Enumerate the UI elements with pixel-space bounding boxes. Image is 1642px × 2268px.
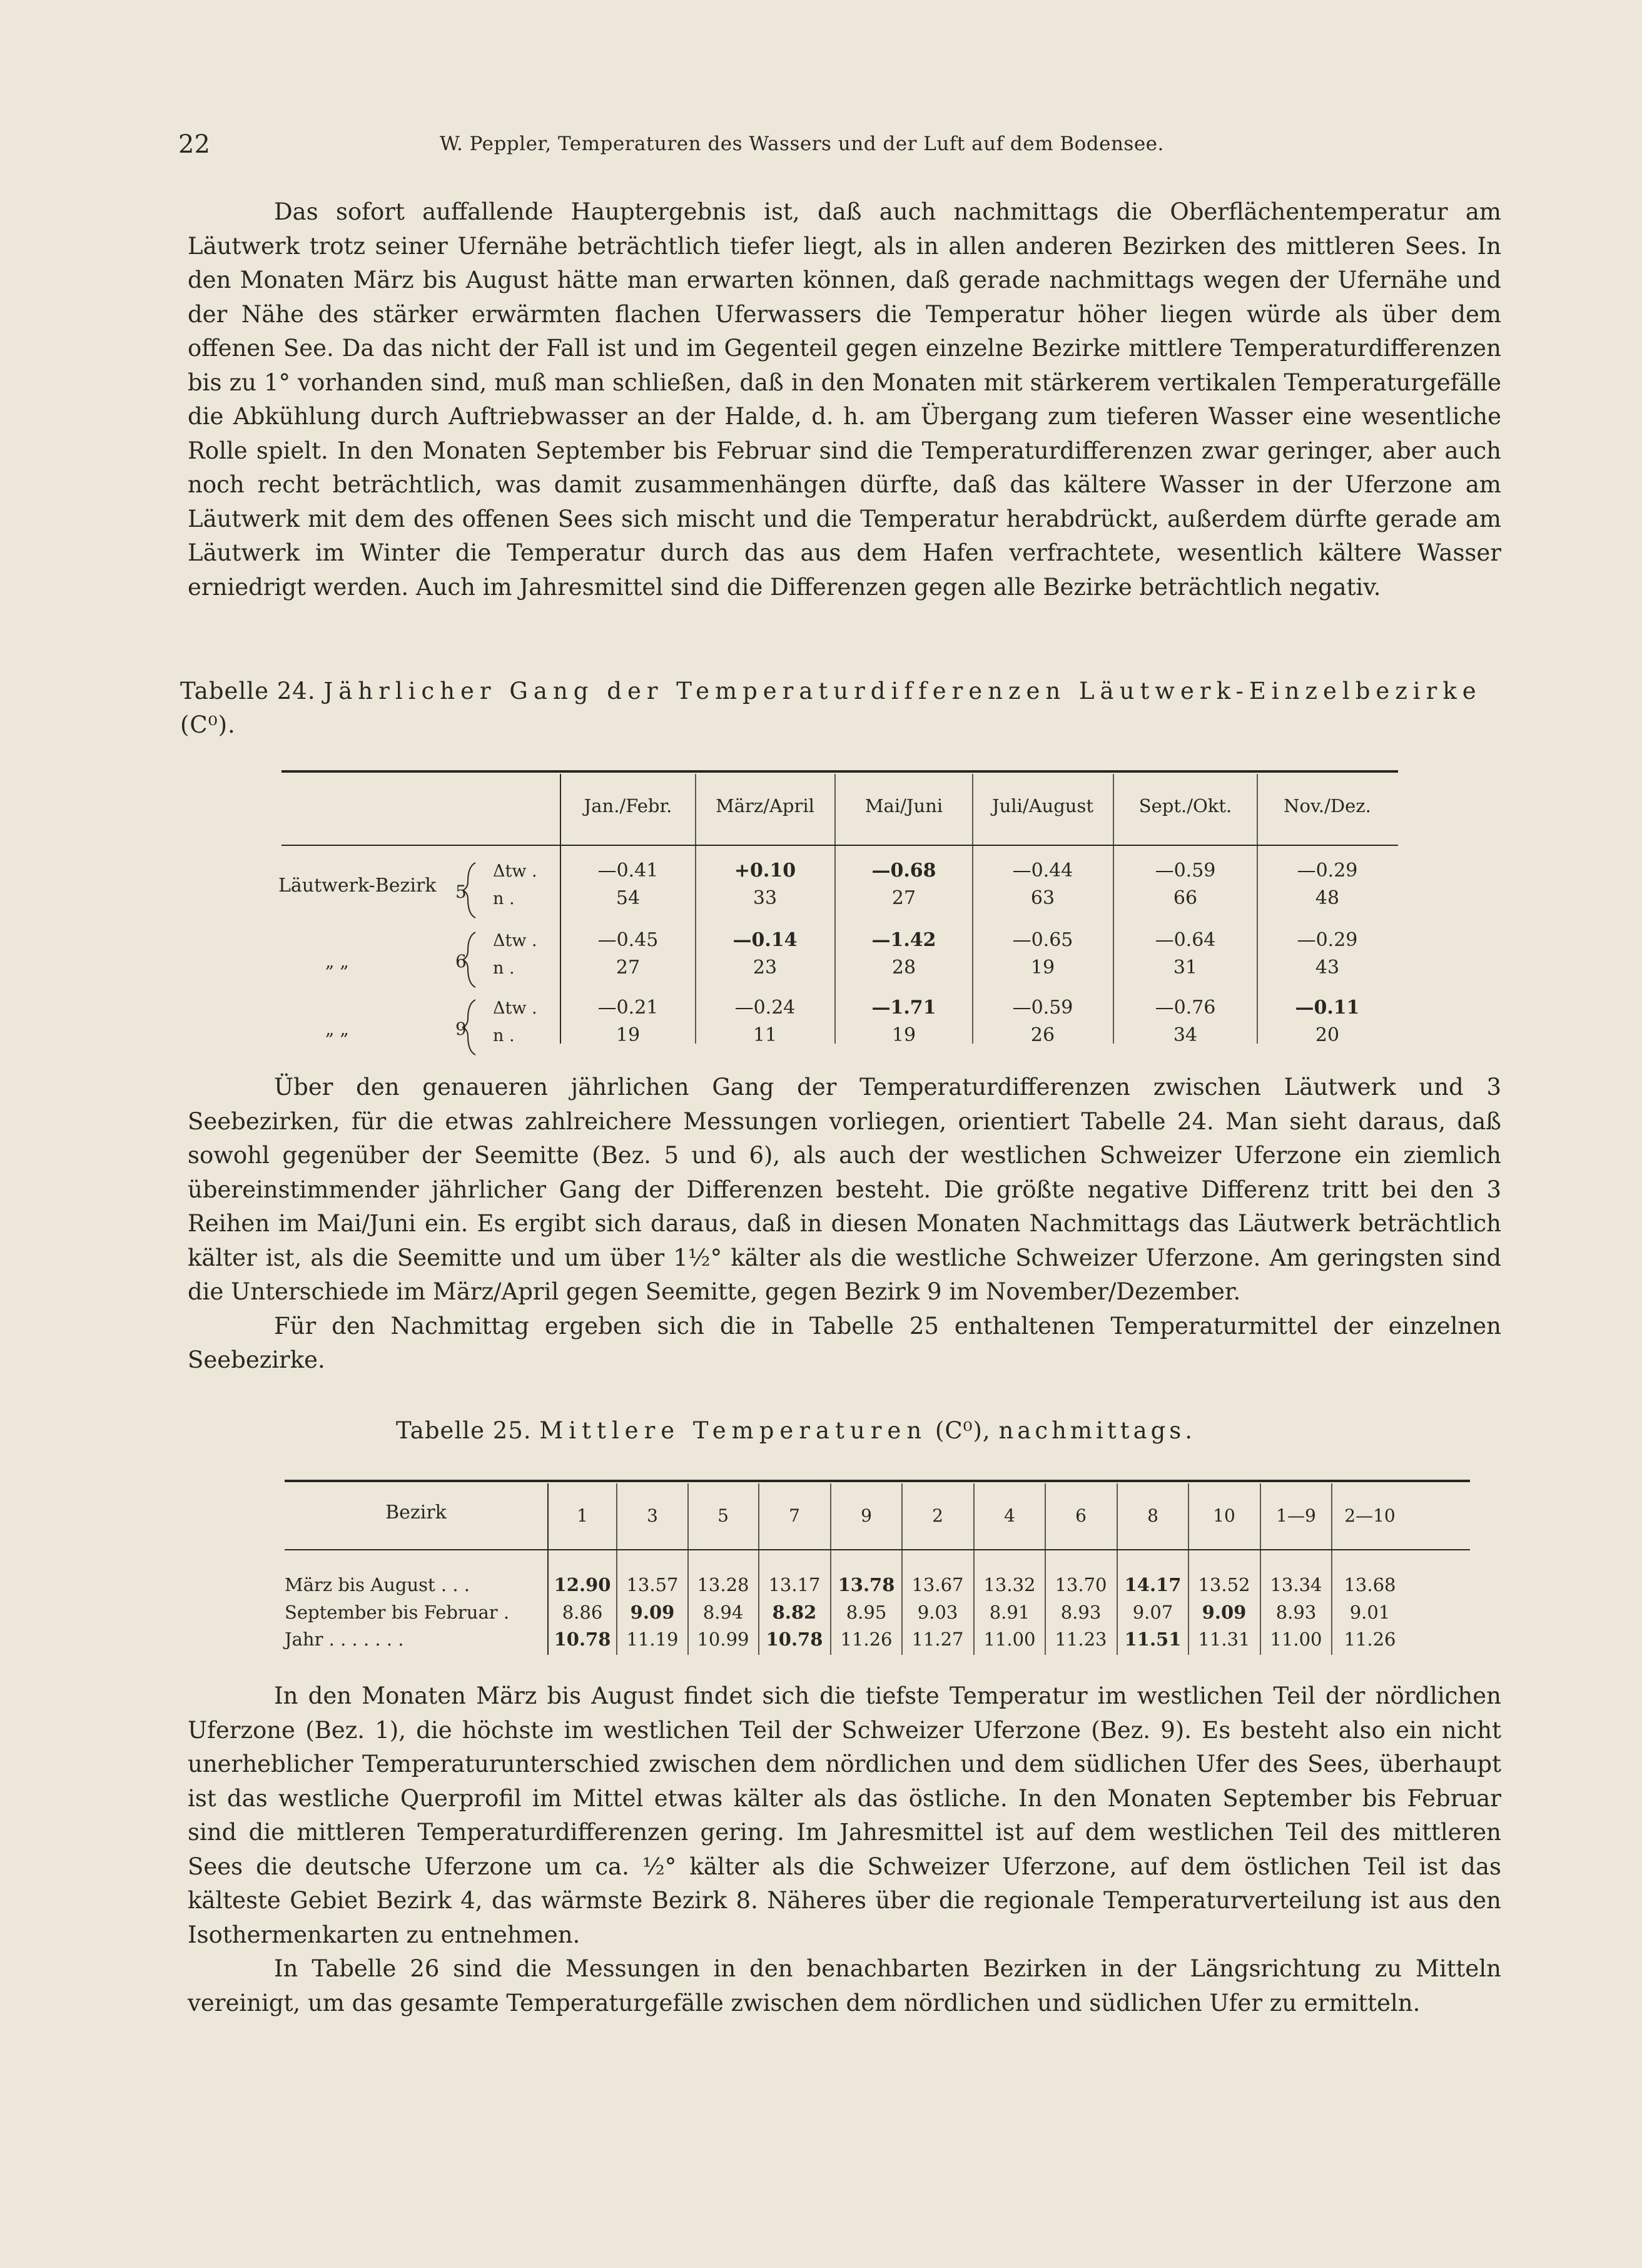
t24-diff-value: —0.41 xyxy=(597,860,659,882)
t24-n-value: 27 xyxy=(891,887,916,909)
table-25-note: nachmittags. xyxy=(998,1417,1197,1444)
t25-cell-value: 13.32 xyxy=(983,1574,1036,1595)
t25-cell-value: 13.28 xyxy=(697,1574,749,1595)
t25-cell-value: 13.34 xyxy=(1270,1574,1322,1595)
t24-row-label: „ „ xyxy=(325,951,349,972)
t25-cell-value: 13.67 xyxy=(911,1574,964,1595)
t25-cell-value: 9.01 xyxy=(1349,1602,1391,1623)
t24-n-value: 23 xyxy=(753,957,778,979)
t25-col-header: 1 xyxy=(577,1505,588,1526)
t25-cell-value: 11.00 xyxy=(1270,1629,1322,1650)
t24-diff-label: Δtw . xyxy=(493,931,537,950)
t24-diff-value: —0.11 xyxy=(1295,997,1360,1019)
t24-n-value: 43 xyxy=(1315,957,1340,979)
t25-cell-value: 9.09 xyxy=(1202,1602,1247,1623)
t24-n-value: 28 xyxy=(891,957,916,979)
t24-n-value: 63 xyxy=(1030,887,1055,909)
t24-n-value: 66 xyxy=(1173,887,1198,909)
table-24-title: Jährlicher Gang der Temperaturdifferenzen Läutwerk-Einzelbezirke xyxy=(323,678,1482,704)
t25-cell-value: 11.26 xyxy=(1344,1629,1396,1650)
t25-col-header: 2—10 xyxy=(1344,1505,1396,1526)
t25-cell-value: 9.09 xyxy=(630,1602,675,1623)
t25-header-label: Bezirk xyxy=(385,1502,447,1523)
t24-n-value: 11 xyxy=(753,1024,778,1046)
t25-cell-value: 13.52 xyxy=(1198,1574,1250,1595)
t25-col-header: 6 xyxy=(1075,1505,1087,1526)
t25-cell-value: 10.99 xyxy=(697,1629,749,1650)
t24-bezirk-number: 9 xyxy=(455,1019,467,1039)
t24-n-value: 33 xyxy=(753,887,778,909)
t25-cell-value: 11.19 xyxy=(626,1629,679,1650)
t24-row-label: Läutwerk-Bezirk xyxy=(278,875,437,897)
t24-diff-label: Δtw . xyxy=(493,862,537,881)
t25-cell-value: 11.26 xyxy=(840,1629,893,1650)
t25-col-header: 3 xyxy=(647,1505,658,1526)
t24-diff-value: —0.29 xyxy=(1297,860,1358,882)
t25-cell-value: 13.68 xyxy=(1344,1574,1396,1595)
t24-n-value: 27 xyxy=(616,957,641,979)
t25-cell-value: 8.93 xyxy=(1275,1602,1317,1623)
t25-col-header: 2 xyxy=(932,1505,943,1526)
t24-col-header: Sept./Okt. xyxy=(1138,795,1232,816)
t24-n-value: 19 xyxy=(891,1024,916,1046)
t25-row-label: Jahr . . . . . . . xyxy=(285,1629,404,1650)
t24-bezirk-number: 5 xyxy=(455,882,467,902)
t24-row-label: „ „ xyxy=(325,1019,349,1039)
t25-col-header: 7 xyxy=(789,1505,800,1526)
table-25-unit: (C⁰), xyxy=(935,1417,991,1444)
t24-diff-value: —1.71 xyxy=(871,997,936,1019)
t24-col-header: Mai/Juni xyxy=(864,795,943,816)
t25-cell-value: 8.86 xyxy=(562,1602,603,1623)
t25-cell-value: 8.94 xyxy=(702,1602,744,1623)
t24-n-value: 54 xyxy=(616,887,641,909)
t24-n-value: 19 xyxy=(616,1024,641,1046)
t24-diff-value: —0.45 xyxy=(597,929,659,951)
t25-cell-value: 13.70 xyxy=(1055,1574,1107,1595)
t25-cell-value: 12.90 xyxy=(554,1574,611,1595)
t24-n-value: 26 xyxy=(1030,1024,1055,1046)
paragraph-5: In Tabelle 26 sind die Messungen in den benachbarten Bezirken in der Längsrichtung zu Mitteln vereinigt, um das gesamte Temperaturgefälle zwischen dem nördlichen und südlichen Ufer zu ermitteln. xyxy=(188,1955,1501,2016)
t25-cell-value: 14.17 xyxy=(1124,1574,1182,1595)
running-head: W. Peppler, Temperaturen des Wassers und der Luft auf dem Bodensee. xyxy=(440,133,1164,155)
t25-cell-value: 13.78 xyxy=(838,1574,895,1595)
t24-diff-value: —0.29 xyxy=(1297,929,1358,951)
t25-cell-value: 11.27 xyxy=(911,1629,964,1650)
t25-cell-value: 11.00 xyxy=(983,1629,1036,1650)
t25-cell-value: 8.95 xyxy=(846,1602,887,1623)
t25-cell-value: 10.78 xyxy=(554,1629,611,1650)
t24-n-label: n . xyxy=(493,959,515,978)
table-24-unit: (C⁰). xyxy=(180,711,236,738)
t25-col-header: 4 xyxy=(1004,1505,1015,1526)
t24-diff-value: —0.24 xyxy=(734,997,796,1019)
t24-n-label: n . xyxy=(493,889,515,908)
t25-cell-value: 9.07 xyxy=(1132,1602,1173,1623)
t24-diff-value: —0.64 xyxy=(1155,929,1216,951)
t25-cell-value: 9.03 xyxy=(917,1602,958,1623)
t25-cell-value: 11.31 xyxy=(1198,1629,1250,1650)
t24-diff-value: —0.44 xyxy=(1012,860,1073,882)
t24-col-header: Juli/August xyxy=(991,795,1094,816)
table-25-title: Mittlere Temperaturen xyxy=(539,1417,928,1444)
t25-row-label: September bis Februar . xyxy=(285,1602,510,1623)
paragraph-1: Das sofort auffallende Hauptergebnis ist, daß auch nachmittags die Oberflächentemperatur am Läutwerk trotz seiner Ufernähe beträchtlich tiefer liegt, als in allen anderen Bezirken des mittleren Sees. In den Monaten März bis August hätte man erwarten können, daß gerade nachmittags wegen der Ufernähe und der Nähe des stärker erwärmten flachen Uferwassers die Temperatur höher liegen würde als über dem offenen See. Da das nicht der Fall ist und im Gegenteil gegen einzelne Bezirke mittlere Temperaturdifferenzen bis zu 1° vorhanden sind, muß man schließen, daß in den Monaten mit stärkerem vertikalen Temperaturgefälle die Abkühlung durch Auftriebwasser an der Halde, d. h. am Übergang zum tieferen Wasser eine wesentliche Rolle spielt. In den Monaten September bis Februar sind die Temperaturdifferenzen zwar geringer, aber auch noch recht beträchtlich, was damit zusammenhängen dürfte, daß das kältere Wasser in der Uferzone am Läutwerk mit dem des offenen Sees sich mischt und die Temperatur herabdrückt, außerdem dürfte gerade am Läutwerk im Winter die Temperatur durch das aus dem Hafen verfrachtete, wesentlich kältere Wasser erniedrigt werden. Auch im Jahresmittel sind die Differenzen gegen alle Bezirke beträchtlich negativ. xyxy=(188,198,1501,601)
t25-cell-value: 11.51 xyxy=(1124,1629,1182,1650)
t25-cell-value: 8.91 xyxy=(989,1602,1030,1623)
t24-n-label: n . xyxy=(493,1026,515,1045)
t24-diff-value: —1.42 xyxy=(871,929,936,951)
t24-diff-value: +0.10 xyxy=(734,860,796,882)
t24-n-value: 31 xyxy=(1173,957,1198,979)
t25-col-header: 5 xyxy=(717,1505,729,1526)
t25-row-label: März bis August . . . xyxy=(285,1574,470,1595)
t24-diff-value: —0.76 xyxy=(1155,997,1216,1019)
t24-col-header: März/April xyxy=(716,795,814,816)
t25-cell-value: 8.93 xyxy=(1060,1602,1102,1623)
paragraph-2: Über den genaueren jährlichen Gang der Temperaturdifferenzen zwischen Läutwerk und 3 Seebezirken, für die etwas zahlreichere Messungen vorliegen, orientiert Tabelle 24. Man sieht daraus, daß sowohl gegenüber der Seemitte (Bez. 5 und 6), als auch der westlichen Schweizer Uferzone ein ziemlich übereinstimmender jährlicher Gang der Differenzen besteht. Die größte negative Differenz tritt bei den 3 Reihen im Mai/Juni ein. Es ergibt sich daraus, daß in diesen Monaten Nachmittags das Läutwerk beträchtlich kälter ist, als die Seemitte und um über 1½° kälter als die westliche Schweizer Uferzone. Am geringsten sind die Unterschiede im März/April gegen Seemitte, gegen Bezirk 9 im November/Dezember. xyxy=(188,1074,1501,1305)
t24-n-value: 20 xyxy=(1315,1024,1340,1046)
t24-col-header: Nov./Dez. xyxy=(1284,795,1371,816)
t25-col-header: 1—9 xyxy=(1276,1505,1316,1526)
table-24-label: Tabelle 24. xyxy=(180,678,316,704)
t25-cell-value: 13.57 xyxy=(626,1574,679,1595)
t24-n-value: 34 xyxy=(1173,1024,1198,1046)
t24-diff-value: —0.21 xyxy=(597,997,659,1019)
t24-bezirk-number: 6 xyxy=(455,951,467,972)
t24-n-value: 19 xyxy=(1030,957,1055,979)
t24-diff-label: Δtw . xyxy=(493,999,537,1018)
table-25-label: Tabelle 25. xyxy=(396,1417,532,1444)
paragraph-4: In den Monaten März bis August findet sich die tiefste Temperatur im westlichen Teil der nördlichen Uferzone (Bez. 1), die höchste im westlichen Teil der Schweizer Uferzone (Bez. 9). Es besteht also ein nicht unerheblicher Temperaturunterschied zwischen dem nördlichen und dem südlichen Ufer des Sees, überhaupt ist das westliche Querprofil im Mittel etwas kälter als das östliche. In den Monaten September bis Februar sind die mittleren Temperaturdifferenzen gering. Im Jahresmittel ist auf dem westlichen Teil des mittleren Sees die deutsche Uferzone um ca. ½° kälter als die Schweizer Uferzone, auf dem östlichen Teil ist das kälteste Gebiet Bezirk 4, das wärmste Bezirk 8. Näheres über die regionale Temperaturverteilung ist aus den Isothermenkarten zu entnehmen. xyxy=(188,1682,1501,1948)
t24-col-header: Jan./Febr. xyxy=(584,795,672,816)
t24-diff-value: —0.65 xyxy=(1012,929,1073,951)
t24-diff-value: —0.14 xyxy=(732,929,798,951)
paragraph-4-block xyxy=(188,1679,1501,2020)
t25-cell-value: 11.23 xyxy=(1055,1629,1107,1650)
t25-cell-value: 13.17 xyxy=(768,1574,821,1595)
t25-col-header: 8 xyxy=(1147,1505,1158,1526)
t24-diff-value: —0.59 xyxy=(1155,860,1216,882)
t24-diff-value: —0.68 xyxy=(871,860,936,882)
t25-cell-value: 10.78 xyxy=(766,1629,823,1650)
page-number: 22 xyxy=(178,130,210,159)
paragraph-3: Für den Nachmittag ergeben sich die in Tabelle 25 enthaltenen Temperaturmittel der einzelnen Seebezirke. xyxy=(188,1312,1501,1373)
t25-col-header: 10 xyxy=(1213,1505,1235,1526)
t25-col-header: 9 xyxy=(861,1505,872,1526)
t24-n-value: 48 xyxy=(1315,887,1340,909)
t24-diff-value: —0.59 xyxy=(1012,997,1073,1019)
t25-cell-value: 8.82 xyxy=(772,1602,817,1623)
